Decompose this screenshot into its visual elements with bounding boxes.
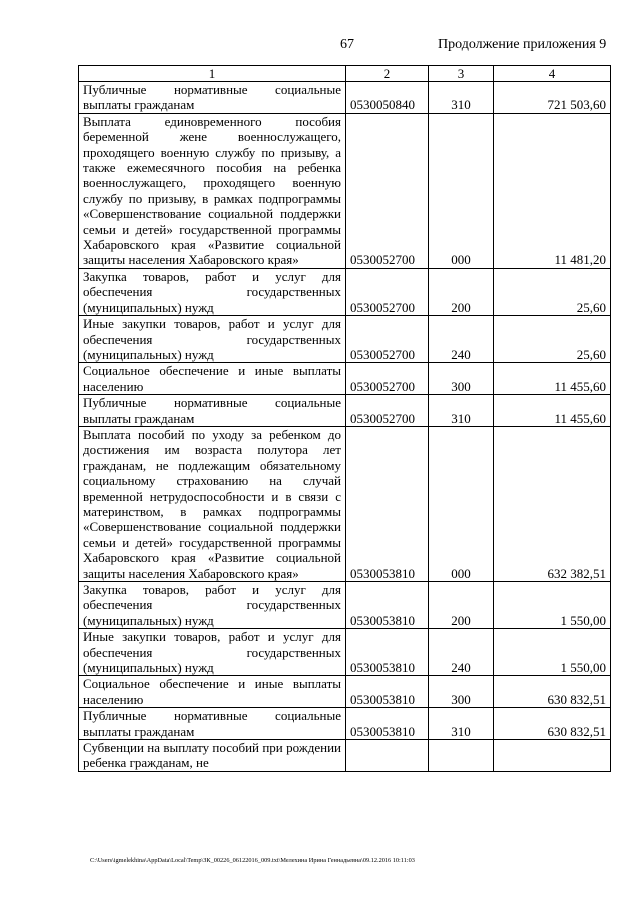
row-description: Закупка товаров, работ и услуг для обеспечения государственных (муниципальных) нужд xyxy=(79,268,346,315)
amount xyxy=(494,740,611,772)
target-article-code: 0530053810 xyxy=(346,582,429,629)
expense-type-code: 310 xyxy=(429,82,494,114)
target-article-code: 0530053810 xyxy=(346,426,429,581)
row-description: Субвенции на выплату пособий при рождении ребенка гражданам, не xyxy=(79,740,346,772)
expense-type-code: 300 xyxy=(429,363,494,395)
column-number-row xyxy=(79,66,611,82)
amount: 11 481,20 xyxy=(494,113,611,268)
column-number: 4 xyxy=(494,66,611,82)
row-description: Закупка товаров, работ и услуг для обеспечения государственных (муниципальных) нужд xyxy=(79,582,346,629)
target-article-code: 0530053810 xyxy=(346,708,429,740)
expense-type-code: 000 xyxy=(429,426,494,581)
expense-type-code: 300 xyxy=(429,676,494,708)
target-article-code: 0530052700 xyxy=(346,316,429,363)
budget-table xyxy=(78,65,611,772)
expense-type-code: 200 xyxy=(429,268,494,315)
row-description: Публичные нормативные социальные выплаты гражданам xyxy=(79,82,346,114)
amount: 1 550,00 xyxy=(494,629,611,676)
page-number: 67 xyxy=(340,37,354,52)
target-article-code: 0530052700 xyxy=(346,395,429,427)
table-row xyxy=(79,316,611,363)
column-number: 3 xyxy=(429,66,494,82)
amount: 25,60 xyxy=(494,316,611,363)
expense-type-code xyxy=(429,740,494,772)
row-description: Выплата единовременного пособия беременной жене военнослужащего, проходящего военную службу по призыву, а также ежемесячного пособия на ребенка военнослужащего, проходящего военную службу по призыву, в рамках подпрограммы «Совершенствование социальной поддержки семьи и детей» государственной программы Хабаровского края «Развитие социальной защиты населения Хабаровского края» xyxy=(79,113,346,268)
table-row xyxy=(79,426,611,581)
expense-type-code: 200 xyxy=(429,582,494,629)
column-number: 1 xyxy=(79,66,346,82)
target-article-code: 0530053810 xyxy=(346,676,429,708)
row-description: Иные закупки товаров, работ и услуг для обеспечения государственных (муниципальных) нужд xyxy=(79,629,346,676)
target-article-code: 0530050840 xyxy=(346,82,429,114)
expense-type-code: 310 xyxy=(429,395,494,427)
table-row xyxy=(79,676,611,708)
table-row xyxy=(79,82,611,114)
file-path-footer: C:\Users\igmelekhina\AppData\Local\Temp\ЗК_00226_06122016_009.txt\Мелехина Ирина Геннадьевна\09.12.2016 10:11:03 xyxy=(90,857,415,864)
table-row xyxy=(79,113,611,268)
row-description: Социальное обеспечение и иные выплаты населению xyxy=(79,363,346,395)
table-row xyxy=(79,582,611,629)
amount: 630 832,51 xyxy=(494,676,611,708)
expense-type-code: 000 xyxy=(429,113,494,268)
amount: 721 503,60 xyxy=(494,82,611,114)
table-row xyxy=(79,740,611,772)
table-row xyxy=(79,268,611,315)
table-row xyxy=(79,629,611,676)
target-article-code: 0530052700 xyxy=(346,113,429,268)
amount: 630 832,51 xyxy=(494,708,611,740)
amount: 25,60 xyxy=(494,268,611,315)
expense-type-code: 240 xyxy=(429,629,494,676)
target-article-code xyxy=(346,740,429,772)
table-row xyxy=(79,395,611,427)
target-article-code: 0530052700 xyxy=(346,363,429,395)
target-article-code: 0530053810 xyxy=(346,629,429,676)
column-number: 2 xyxy=(346,66,429,82)
expense-type-code: 240 xyxy=(429,316,494,363)
target-article-code: 0530052700 xyxy=(346,268,429,315)
row-description: Публичные нормативные социальные выплаты гражданам xyxy=(79,708,346,740)
amount: 632 382,51 xyxy=(494,426,611,581)
row-description: Иные закупки товаров, работ и услуг для обеспечения государственных (муниципальных) нужд xyxy=(79,316,346,363)
row-description: Выплата пособий по уходу за ребенком до достижения им возраста полутора лет гражданам, не подлежащим обязательному социальному страхованию на случай временной нетрудоспособности и в связи с материнством, в рамках подпрограммы «Совершенствование социальной поддержки семьи и детей» государственной программы Хабаровского края «Развитие социальной защиты населения Хабаровского края» xyxy=(79,426,346,581)
table-row xyxy=(79,363,611,395)
continuation-label: Продолжение приложения 9 xyxy=(438,37,607,52)
amount: 1 550,00 xyxy=(494,582,611,629)
row-description: Социальное обеспечение и иные выплаты населению xyxy=(79,676,346,708)
amount: 11 455,60 xyxy=(494,395,611,427)
row-description: Публичные нормативные социальные выплаты гражданам xyxy=(79,395,346,427)
table-row xyxy=(79,708,611,740)
expense-type-code: 310 xyxy=(429,708,494,740)
amount: 11 455,60 xyxy=(494,363,611,395)
